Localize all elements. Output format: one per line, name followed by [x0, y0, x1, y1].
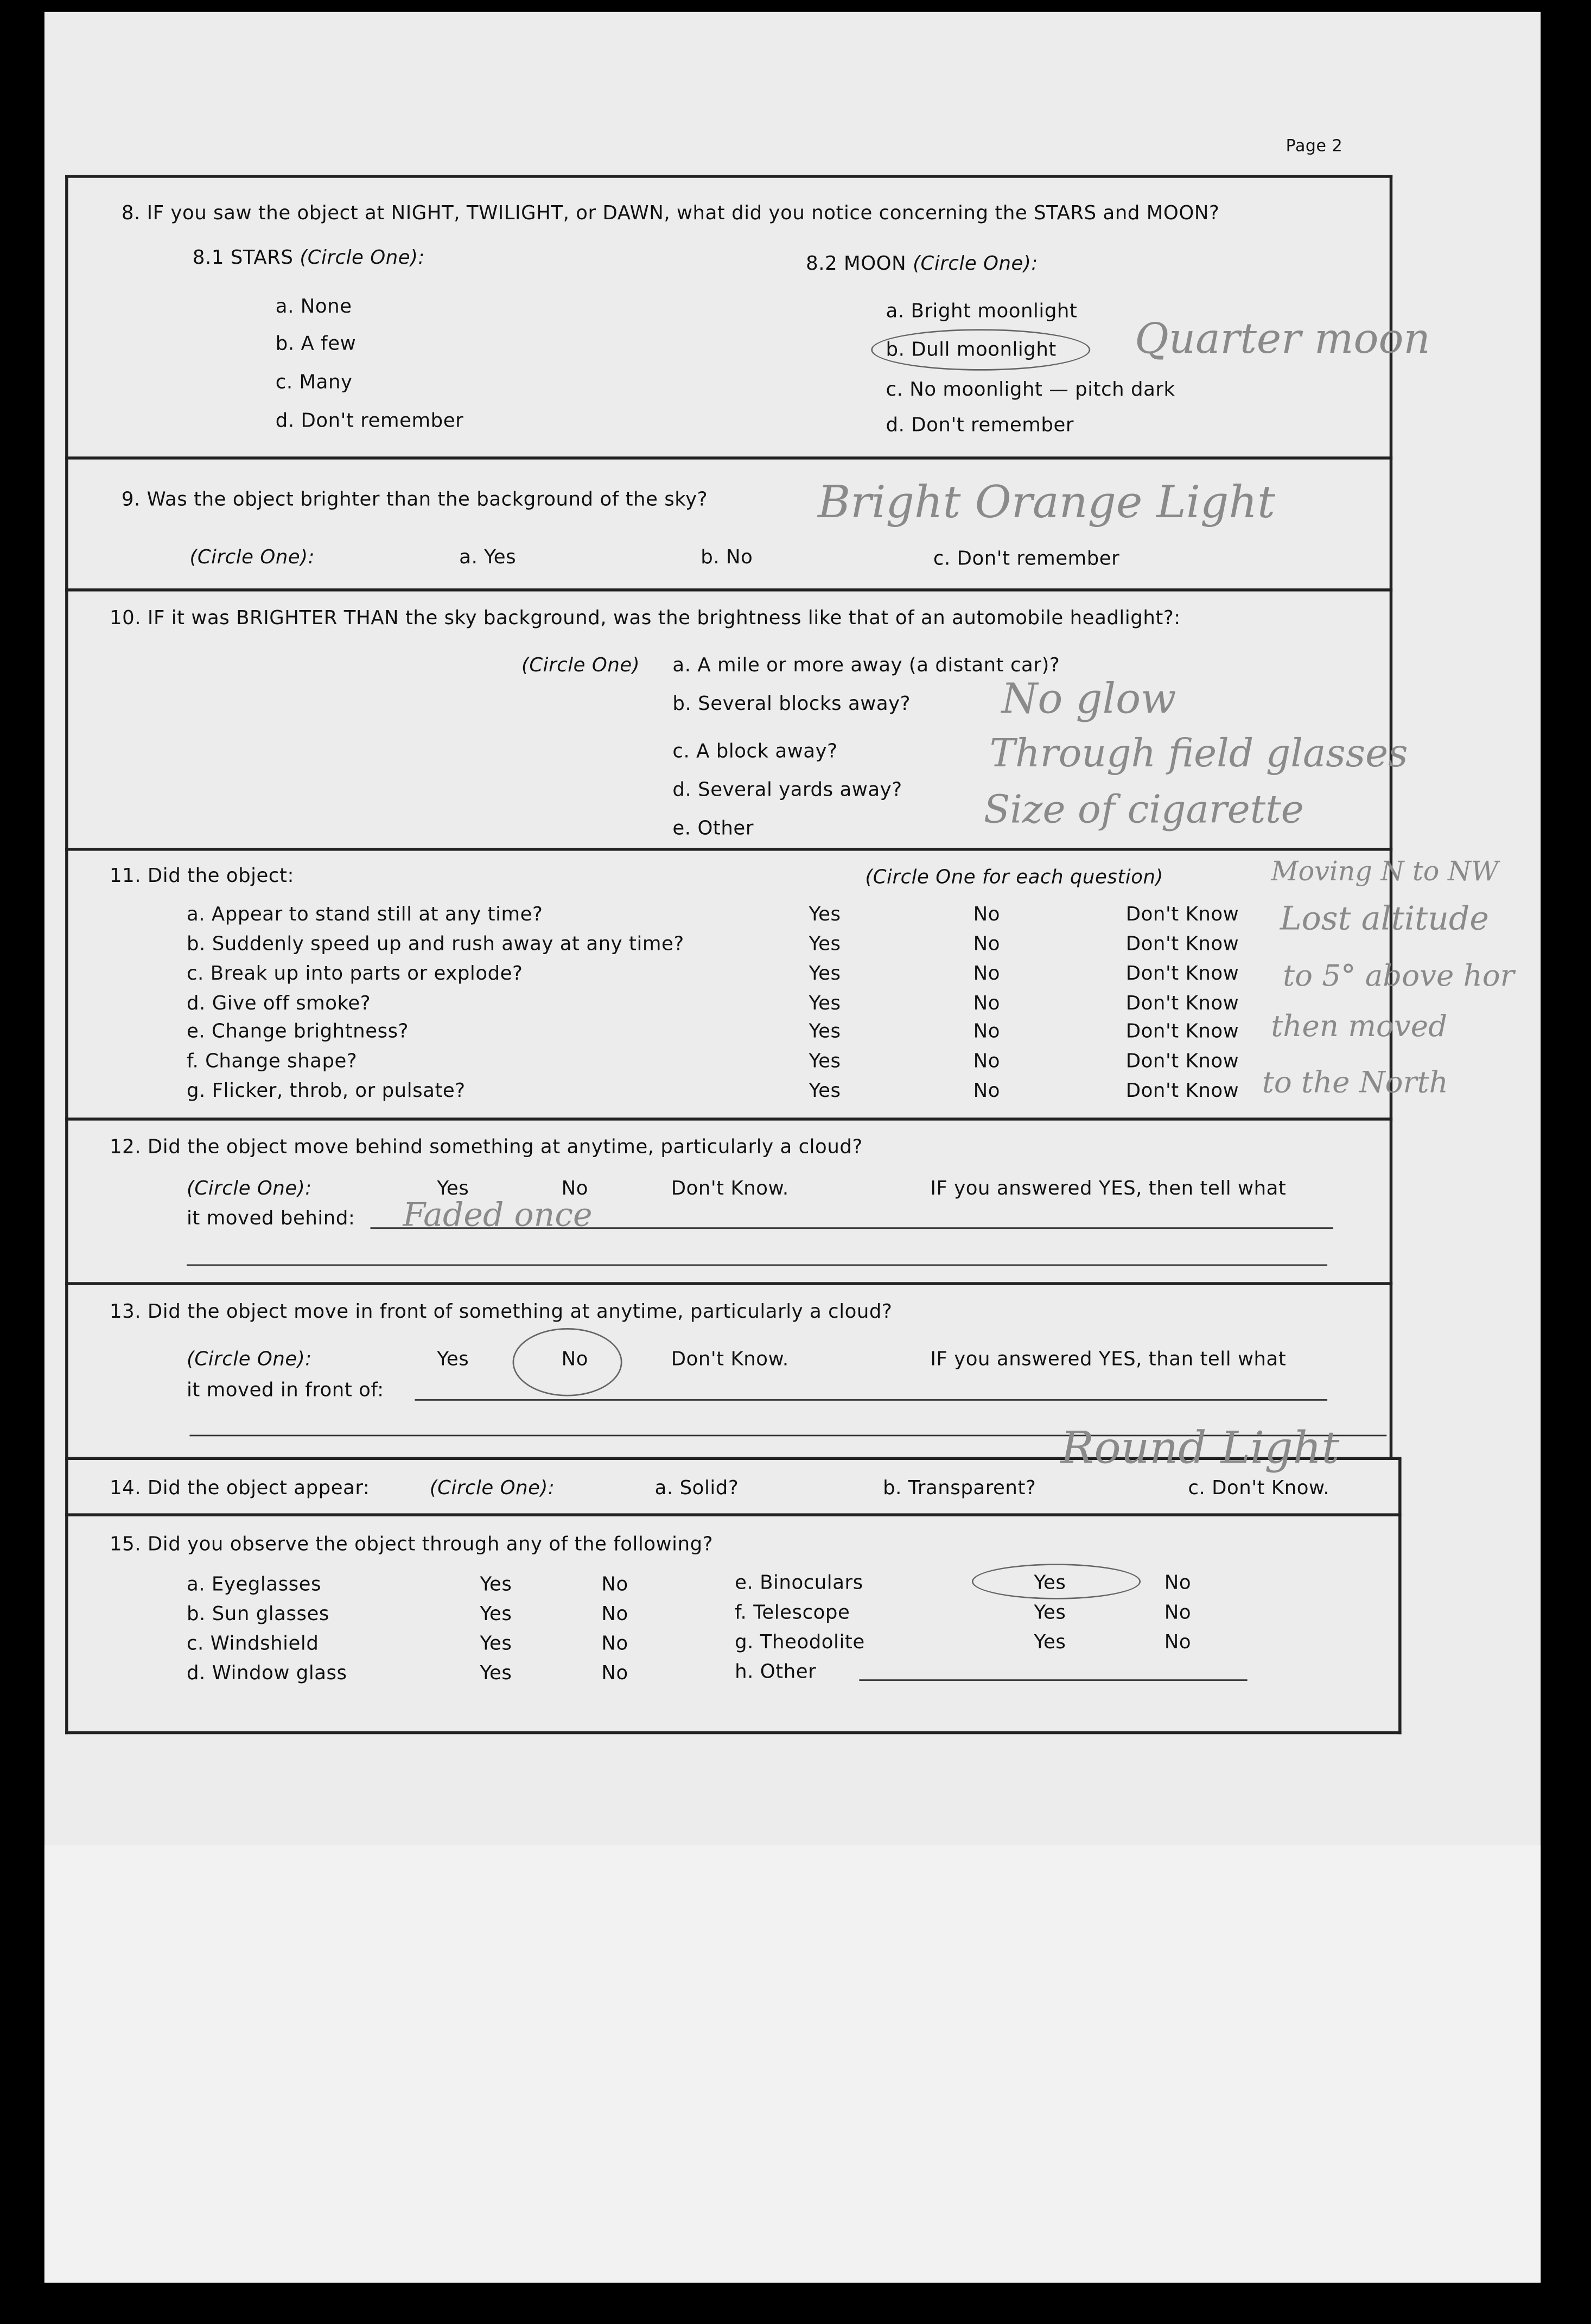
handwritten-note: Bright Orange Light [817, 477, 1276, 529]
circle-instruction: (Circle One for each question) [865, 867, 1163, 890]
answer-circle [513, 1328, 622, 1396]
q12-no[interactable]: No [561, 1178, 589, 1201]
q11-yes[interactable]: Yes [809, 963, 841, 986]
q12-yes[interactable]: Yes [437, 1178, 469, 1201]
moon-title: 8.2 MOON [806, 253, 907, 276]
divider [65, 1282, 1392, 1285]
q15-left-item: a. Eyeglasses [186, 1574, 322, 1597]
handwritten-note: to 5° above hor [1283, 957, 1514, 993]
answer-circle [972, 1564, 1141, 1599]
circle-instruction: (Circle One): [186, 1349, 312, 1371]
q15-yes[interactable]: Yes [480, 1633, 512, 1656]
q15-no[interactable]: No [601, 1603, 628, 1626]
stars-option[interactable]: a. None [275, 296, 352, 319]
q13-yes[interactable]: Yes [437, 1349, 469, 1371]
q14-question: 14. Did the object appear: [110, 1477, 370, 1500]
q15-right-item: e. Binoculars [735, 1572, 863, 1595]
q11-item: g. Flicker, throb, or pulsate? [186, 1080, 466, 1103]
q11-item: e. Change brightness? [186, 1021, 409, 1044]
circle-instruction: (Circle One): [186, 1178, 312, 1201]
q15-question: 15. Did you observe the object through any of the following? [110, 1534, 714, 1557]
handwritten-note: No glow [1001, 674, 1176, 723]
handwritten-note: Moving N to NW [1271, 856, 1499, 888]
q15-right-item: h. Other [735, 1661, 817, 1684]
moon-option[interactable]: d. Don't remember [886, 415, 1074, 437]
q15-no[interactable]: No [601, 1574, 628, 1597]
q15-left-item: c. Windshield [186, 1633, 319, 1656]
q11-yes[interactable]: Yes [809, 904, 841, 926]
q10-option[interactable]: e. Other [672, 818, 754, 841]
q8-moon-title [806, 253, 1038, 276]
q11-no[interactable]: No [973, 1051, 1001, 1074]
q11-question: 11. Did the object: [110, 865, 294, 888]
q11-yes[interactable]: Yes [809, 1051, 841, 1074]
q15-no[interactable]: No [1164, 1602, 1192, 1625]
handwritten-note: Quarter moon [1135, 314, 1430, 364]
divider [65, 848, 1392, 850]
q9-question: 9. Was the object brighter than the background of the sky? [121, 489, 708, 512]
q10-option[interactable]: a. A mile or more away (a distant car)? [672, 655, 1060, 678]
q11-no[interactable]: No [973, 1021, 1001, 1044]
circle-instruction: (Circle One): [913, 253, 1038, 276]
divider [65, 1731, 1401, 1734]
q15-left-item: b. Sun glasses [186, 1603, 329, 1626]
circle-instruction: (Circle One): [189, 547, 315, 569]
q11-dont-know[interactable]: Don't Know [1125, 993, 1239, 1015]
moon-option[interactable]: a. Bright moonlight [886, 301, 1078, 323]
q15-yes[interactable]: Yes [480, 1574, 512, 1597]
q15-right-item: g. Theodolite [735, 1631, 865, 1654]
q15-no[interactable]: No [601, 1633, 628, 1656]
q15-yes[interactable]: Yes [1034, 1572, 1066, 1595]
q12-question: 12. Did the object move behind something at anytime, particularly a cloud? [110, 1136, 863, 1159]
q12-moved-label: it moved behind: [186, 1208, 355, 1230]
q15-no[interactable]: No [1164, 1572, 1192, 1595]
q11-yes[interactable]: Yes [809, 934, 841, 956]
stars-option[interactable]: b. A few [275, 333, 357, 356]
answer-circle [871, 329, 1090, 370]
divider [65, 456, 1392, 459]
handwritten-note: to the North [1262, 1064, 1448, 1100]
moon-option[interactable]: c. No moonlight — pitch dark [886, 379, 1175, 402]
q11-yes[interactable]: Yes [809, 1080, 841, 1103]
paper-lower-area [44, 1845, 1541, 2283]
page-label: Page 2 [1285, 136, 1343, 156]
q8-stars-title [193, 247, 425, 270]
handwritten-note: Size of cigarette [983, 788, 1304, 833]
q13-if-yes: IF you answered YES, than tell what [930, 1349, 1287, 1371]
q10-question: 10. IF it was BRIGHTER THAN the sky background, was the brightness like that of an automobile headlight?: [110, 607, 1181, 630]
circle-instruction: (Circle One) [521, 655, 640, 678]
circle-instruction: (Circle One): [300, 247, 425, 270]
q13-moved-label: it moved in front of: [186, 1380, 384, 1402]
q11-no[interactable]: No [973, 904, 1001, 926]
q13-dont-know[interactable]: Don't Know. [671, 1349, 789, 1371]
handwritten-note: Faded once [403, 1197, 593, 1235]
q11-no[interactable]: No [973, 963, 1001, 986]
handwritten-note: then moved [1271, 1008, 1448, 1044]
q9-option[interactable]: a. Yes [459, 547, 517, 569]
q11-no[interactable]: No [973, 1080, 1001, 1103]
handwritten-note: Through field glasses [989, 732, 1408, 777]
q11-no[interactable]: No [973, 993, 1001, 1015]
divider [65, 1513, 1401, 1516]
stars-option[interactable]: c. Many [275, 372, 353, 395]
q11-dont-know[interactable]: Don't Know [1125, 904, 1239, 926]
q11-dont-know[interactable]: Don't Know [1125, 1021, 1239, 1044]
answer-line[interactable] [859, 1679, 1247, 1681]
q11-yes[interactable]: Yes [809, 993, 841, 1015]
q11-no[interactable]: No [973, 934, 1001, 956]
answer-line[interactable] [187, 1265, 1327, 1266]
handwritten-note: Lost altitude [1280, 901, 1489, 938]
q9-option[interactable]: b. No [701, 547, 753, 569]
q15-yes[interactable]: Yes [1034, 1631, 1066, 1654]
q11-item: d. Give off smoke? [186, 993, 371, 1015]
q15-yes[interactable]: Yes [1034, 1602, 1066, 1625]
divider [65, 175, 68, 1734]
q11-item: b. Suddenly speed up and rush away at any time? [186, 934, 684, 956]
divider [65, 1117, 1392, 1120]
stars-title: 8.1 STARS [192, 247, 294, 270]
q14-option[interactable]: c. Don't Know. [1188, 1477, 1330, 1500]
q11-item: f. Change shape? [186, 1051, 358, 1074]
answer-line[interactable] [415, 1399, 1327, 1401]
q11-dont-know[interactable]: Don't Know [1125, 1080, 1239, 1103]
q15-no[interactable]: No [1164, 1631, 1192, 1654]
q10-option[interactable]: b. Several blocks away? [672, 694, 911, 716]
q15-no[interactable]: No [601, 1663, 628, 1686]
q15-yes[interactable]: Yes [480, 1603, 512, 1626]
moon-option[interactable]: b. Dull moonlight [886, 339, 1057, 362]
q15-right-item: f. Telescope [735, 1602, 850, 1625]
q11-dont-know[interactable]: Don't Know [1125, 1051, 1239, 1074]
circle-instruction: (Circle One): [429, 1477, 555, 1500]
q13-no[interactable]: No [561, 1349, 589, 1371]
q10-option[interactable]: c. A block away? [672, 741, 838, 764]
q15-yes[interactable]: Yes [480, 1663, 512, 1686]
q12-if-yes: IF you answered YES, then tell what [930, 1178, 1287, 1201]
divider [65, 588, 1392, 591]
divider [65, 175, 1392, 177]
q14-option[interactable]: b. Transparent? [883, 1477, 1036, 1500]
divider [1390, 175, 1392, 1458]
q8-question: 8. IF you saw the object at NIGHT, TWILIGHT, or DAWN, what did you notice concerning the STARS and MOON? [121, 203, 1220, 226]
q14-option[interactable]: a. Solid? [654, 1477, 739, 1500]
q15-left-item: d. Window glass [186, 1663, 347, 1686]
q11-item: a. Appear to stand still at any time? [186, 904, 543, 926]
q10-option[interactable]: d. Several yards away? [672, 779, 902, 802]
handwritten-note: Round Light [1060, 1423, 1340, 1475]
q11-yes[interactable]: Yes [809, 1021, 841, 1044]
q11-dont-know[interactable]: Don't Know [1125, 963, 1239, 986]
q11-item: c. Break up into parts or explode? [186, 963, 523, 986]
stars-option[interactable]: d. Don't remember [275, 410, 464, 433]
q13-question: 13. Did the object move in front of something at anytime, particularly a cloud? [110, 1301, 893, 1324]
q9-option[interactable]: c. Don't remember [933, 548, 1120, 571]
divider [1398, 1458, 1401, 1734]
q12-dont-know[interactable]: Don't Know. [671, 1178, 789, 1201]
q11-dont-know[interactable]: Don't Know [1125, 934, 1239, 956]
